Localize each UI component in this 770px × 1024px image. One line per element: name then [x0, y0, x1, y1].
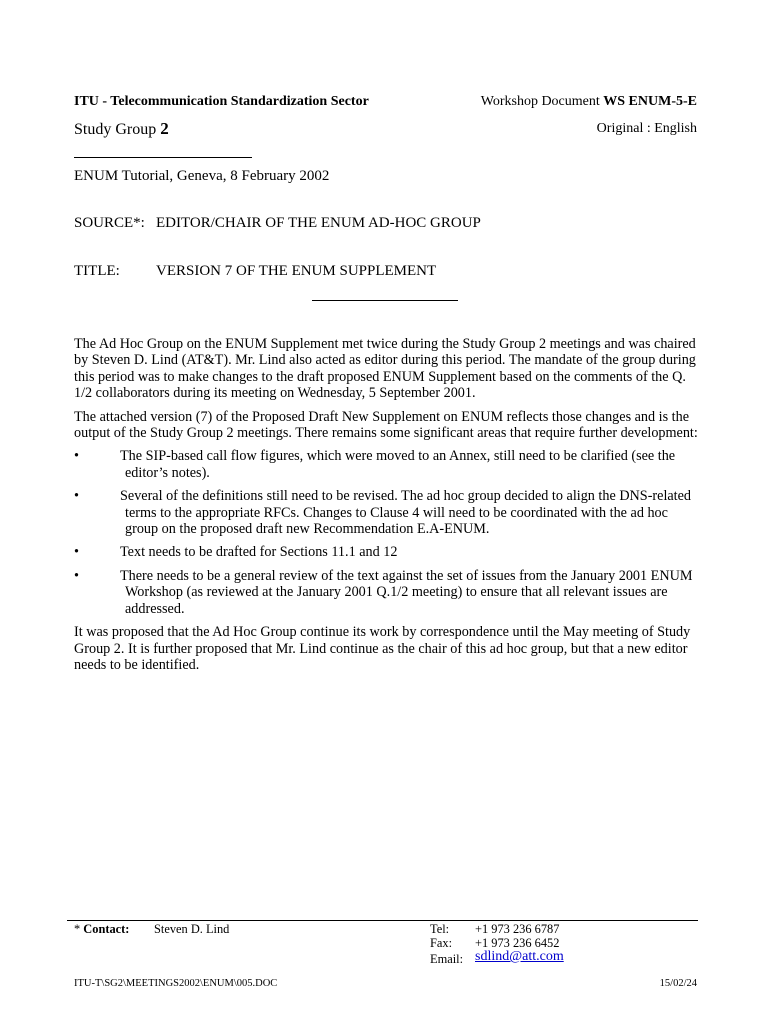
- organization-title: ITU - Telecommunication Standardization Sector: [74, 94, 369, 109]
- tel-label: Tel:: [430, 922, 450, 936]
- paragraph-3: It was proposed that the Ad Hoc Group continue its work by correspondence until the May meeting of Study Group 2. It is further proposed that Mr. Lind continue as the chair of this ad hoc group, but that a new editor needs to be identified.: [74, 624, 691, 673]
- document-id: [481, 94, 697, 110]
- contact-star: *: [74, 922, 84, 936]
- fax-label: Fax:: [430, 936, 453, 950]
- list-item-text: Several of the definitions still need to be revised. The ad hoc group decided to align the DNS-related terms to the appropriate RFCs. Changes to Clause 4 will need to be coordinated with the ad hoc group on the proposed draft new Recommendation E.A-ENUM.: [120, 488, 692, 538]
- document-path: ITU-T\SG2\MEETINGS2002\ENUM\005.DOC: [74, 978, 278, 989]
- source-value: EDITOR/CHAIR OF THE ENUM AD-HOC GROUP: [156, 215, 481, 231]
- bullet-icon: •: [74, 544, 79, 561]
- bullet-icon: •: [74, 448, 79, 465]
- bullet-icon: •: [74, 567, 79, 584]
- footer-divider: [67, 920, 698, 921]
- list-item: [74, 544, 698, 560]
- source-label: SOURCE*:: [74, 215, 145, 231]
- document-date: 15/02/24: [659, 978, 697, 989]
- email-label: Email:: [430, 952, 464, 966]
- document-body: [74, 336, 698, 680]
- fax-value: +1 973 236 6452: [475, 936, 560, 950]
- email-link[interactable]: sdlind@att.com: [475, 949, 564, 964]
- list-item-text: There needs to be a general review of the text against the set of issues from the January 2001 ENUM Workshop (as reviewed at the January 2001 Q.1/2 meeting) to ensure that all relevant issues are addressed.: [120, 567, 693, 617]
- header-divider: [74, 157, 252, 158]
- document-number: WS ENUM-5-E: [603, 94, 697, 109]
- study-group-label: Study Group: [74, 121, 157, 138]
- title-label: TITLE:: [74, 263, 120, 279]
- contact-name: Steven D. Lind: [154, 922, 230, 936]
- bullet-icon: •: [74, 488, 79, 505]
- list-item-text: Text needs to be drafted for Sections 11.1 and 12: [120, 544, 398, 561]
- paragraph-1: The Ad Hoc Group on the ENUM Supplement met twice during the Study Group 2 meetings and was chaired by Steven D. Lind (AT&T). Mr. Lind also acted as editor during this period. The mandate of the group during this period was to make changes to the draft proposed ENUM Supplement based on the comments of the Q. 1/2 collaborators during its meeting on Wednesday, 5 September 2001.: [74, 336, 696, 402]
- document-prefix: Workshop Document: [480, 94, 600, 109]
- list-item: [74, 568, 698, 617]
- tel-value: +1 973 236 6787: [475, 922, 560, 936]
- original-language: Original : English: [596, 121, 697, 136]
- contact-label-text: Contact:: [83, 922, 130, 936]
- paragraph-2: The attached version (7) of the Proposed Draft New Supplement on ENUM reflects those changes and is the output of the Study Group 2 meetings. There remains some significant areas that require further development:: [74, 408, 698, 442]
- list-item: [74, 488, 698, 537]
- list-item-text: The SIP-based call flow figures, which were moved to an Annex, still need to be clarified (see the editor’s notes).: [120, 448, 676, 481]
- study-group: [74, 119, 169, 139]
- event-line: ENUM Tutorial, Geneva, 8 February 2002: [74, 168, 330, 184]
- list-item: [74, 448, 698, 481]
- title-value: VERSION 7 OF THE ENUM SUPPLEMENT: [156, 263, 437, 279]
- contact-label: [74, 922, 129, 937]
- study-group-number: 2: [160, 119, 169, 138]
- title-divider: [312, 300, 458, 301]
